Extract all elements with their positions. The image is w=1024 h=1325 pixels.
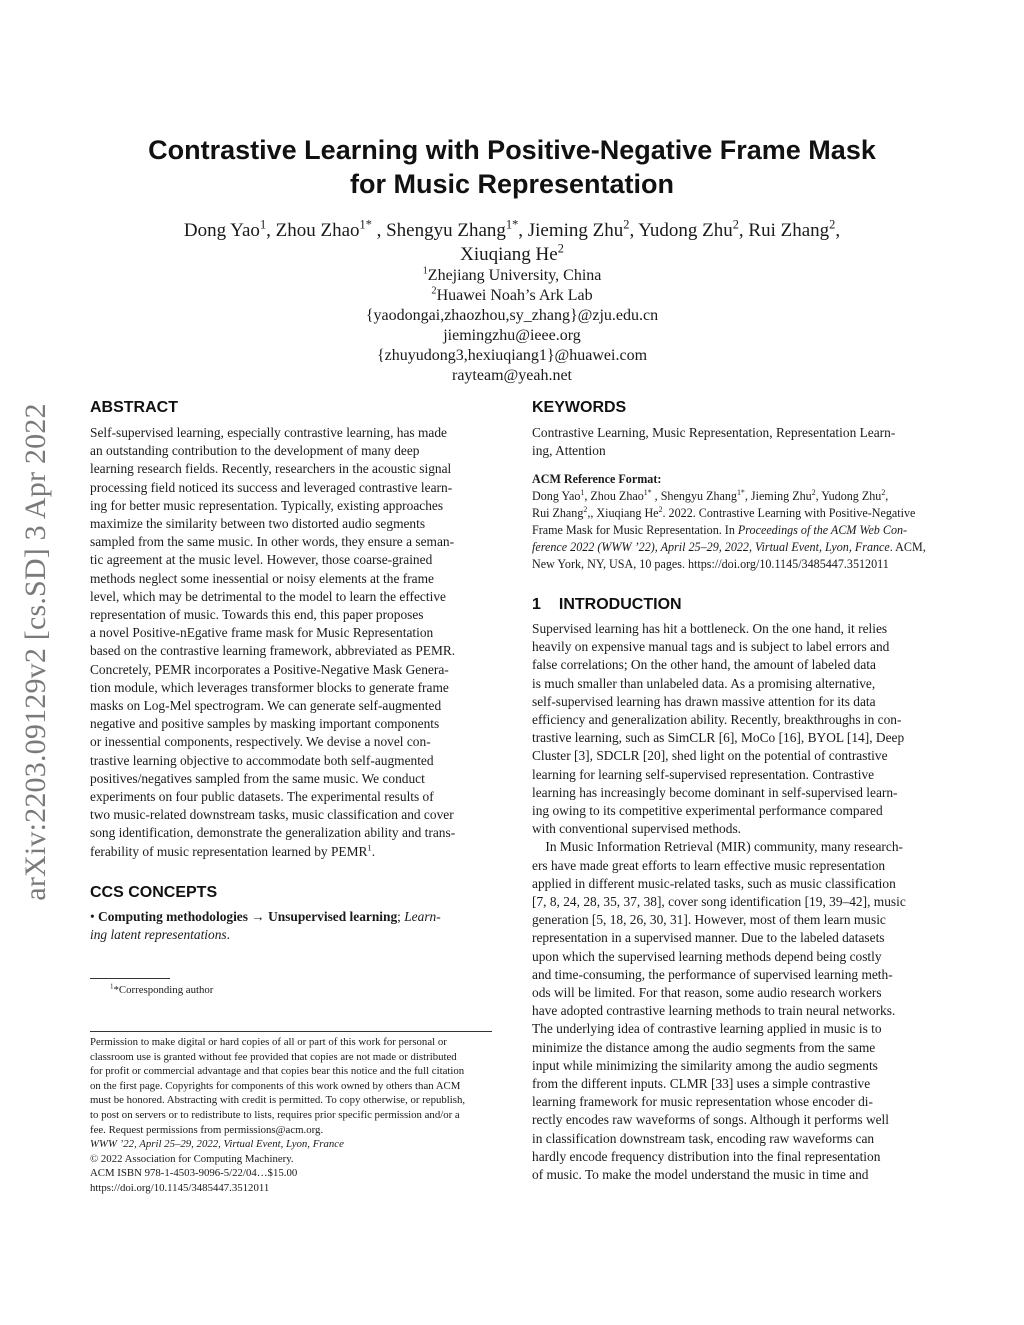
author-text: , xyxy=(835,220,841,241)
intro-line: of music. To make the model understand the music in time and xyxy=(532,1167,869,1183)
intro-line: rectly encodes raw waveforms of songs. Although it performs well xyxy=(532,1112,889,1128)
abstract-line: an outstanding contribution to the development of many deep xyxy=(90,443,420,459)
acm-ref-text: Frame Mask for Music Representation. In xyxy=(532,523,738,537)
abstract-line: song identification, demonstrate the generalization ability and trans- xyxy=(90,825,456,841)
intro-line: hardly encode frequency distribution into the final representation xyxy=(532,1148,881,1164)
isbn-line: ACM ISBN 978-1-4503-9096-5/22/04…$15.00 xyxy=(90,1167,298,1180)
email-2: jiemingzhu@ieee.org xyxy=(443,327,581,344)
acm-ref-sup: 2 xyxy=(658,504,663,514)
acm-ref-text: , Jieming Zhu xyxy=(744,489,812,503)
abstract-line: maximize the similarity between two distorted audio segments xyxy=(90,516,426,532)
acm-ref-text: , Zhou Zhao xyxy=(584,489,644,503)
intro-line: efficiency and generalization ability. Recently, breakthroughs in con- xyxy=(532,712,902,728)
footnote-rule xyxy=(90,978,170,979)
acm-ref-text: . 2022. Contrastive Learning with Positive-Negative xyxy=(662,506,916,520)
abstract-line: methods neglect some inessential or noisy elements at the frame xyxy=(90,570,434,586)
acm-ref-line-5: New York, NY, USA, 10 pages. https://doi.org/10.1145/3485447.3512011 xyxy=(532,557,889,571)
intro-line: false correlations; On the other hand, the amount of labeled data xyxy=(532,657,876,673)
intro-line: The underlying idea of contrastive learning applied in music is to xyxy=(532,1021,882,1037)
author-line-2 xyxy=(90,243,934,267)
intro-line: Supervised learning has hit a bottleneck. On the one hand, it relies xyxy=(532,621,888,636)
ccs-line-1 xyxy=(90,908,492,926)
permission-line: classroom use is granted without fee provided that copies are not made or distributed xyxy=(90,1050,457,1063)
acm-ref-venue: Proceedings of the ACM Web Con- xyxy=(737,523,908,537)
paper-title xyxy=(90,133,934,201)
acm-ref-line-4 xyxy=(532,539,934,556)
intro-line: trastive learning, such as SimCLR [6], MoCo [16], BYOL [14], Deep xyxy=(532,730,905,746)
acm-ref-sup: 1* xyxy=(736,487,745,497)
acm-ref-text: ,, Xiuqiang He xyxy=(587,506,659,520)
author-sup: 1* xyxy=(505,217,519,232)
acm-ref-heading: ACM Reference Format: xyxy=(532,472,662,486)
affiliation-2 xyxy=(90,286,934,306)
intro-line: applied in different music-related tasks, such as music classification xyxy=(532,875,896,891)
permission-line: for profit or commercial advantage and that copies bear this notice and the full citation xyxy=(90,1065,465,1078)
ccs-body xyxy=(90,908,492,944)
permission-line: to post on servers or to redistribute to lists, requires prior specific permission and/or a xyxy=(90,1108,460,1121)
abstract-line: Concretely, PEMR incorporates a Positive-Negative Mask Genera- xyxy=(90,661,449,677)
acm-ref-sup: 1* xyxy=(643,487,652,497)
abstract-line: Self-supervised learning, especially contrastive learning, has made xyxy=(90,425,447,440)
abstract-heading: ABSTRACT xyxy=(90,399,178,416)
keywords-heading: KEYWORDS xyxy=(532,399,627,416)
aff-text: Huawei Noah’s Ark Lab xyxy=(436,287,593,304)
acm-ref-venue: ference 2022 (WWW ’22), April 25–29, 2022, Virtual Event, Lyon, France xyxy=(532,540,890,554)
email-4: rayteam@yeah.net xyxy=(451,367,572,384)
copyright-line: © 2022 Association for Computing Machinery. xyxy=(90,1152,294,1165)
abstract-line: trastive learning objective to accommodate both self-augmented xyxy=(90,752,434,768)
section-number: 1 xyxy=(532,596,541,613)
footnote-ref: 1 xyxy=(367,842,372,853)
ccs-term: Unsupervised learning xyxy=(268,909,398,924)
intro-heading xyxy=(532,596,934,614)
intro-line: learning framework for music representation whose encoder di- xyxy=(532,1094,873,1110)
author-sup: 2 xyxy=(829,217,836,232)
author-text: Dong Yao xyxy=(183,220,260,241)
keywords-body xyxy=(532,424,934,460)
author-sup: 2 xyxy=(732,217,739,232)
author-list xyxy=(90,219,934,267)
abstract-line: tic agreement at the music level. However, those coarse-grained xyxy=(90,552,433,568)
acm-ref-body xyxy=(532,488,934,573)
intro-line: Cluster [3], SDCLR [20], shed light on the potential of contrastive xyxy=(532,748,888,764)
author-text: , Yudong Zhu xyxy=(629,220,733,241)
intro-line: ing owing to its competitive experimental performance compared xyxy=(532,803,883,819)
intro-line: in classification downstream task, encoding raw waveforms can xyxy=(532,1130,875,1146)
intro-line: is much smaller than unlabeled data. As a promising alternative, xyxy=(532,675,876,691)
affiliation-1 xyxy=(90,266,934,286)
intro-line: heavily on expensive manual tags and is subject to label errors and xyxy=(532,639,890,655)
intro-line: representation in a supervised manner. Due to the labeled datasets xyxy=(532,930,885,946)
author-sup: 2 xyxy=(557,241,564,256)
author-text: Xiuqiang He xyxy=(460,244,558,265)
abstract-line: learning research fields. Recently, researchers in the acoustic signal xyxy=(90,461,452,477)
acm-ref-sup: 2 xyxy=(583,504,588,514)
intro-body xyxy=(532,620,934,1184)
acm-ref-line-3 xyxy=(532,522,934,539)
intro-line: upon which the supervised learning methods depend being costly xyxy=(532,948,882,964)
intro-line: minimize the distance among the audio segments from the same xyxy=(532,1039,876,1055)
author-text: , Shengyu Zhang xyxy=(371,220,506,241)
abstract-body xyxy=(90,424,492,861)
abstract-line: processing field noticed its success and leveraged contrastive learn- xyxy=(90,479,453,495)
ccs-term: ing latent representations xyxy=(90,927,227,943)
author-sup: 1* xyxy=(359,217,372,232)
intro-line: ers have made great efforts to learn effective music representation xyxy=(532,857,886,873)
acm-ref-line-1 xyxy=(532,488,934,505)
acm-ref-text: , Shengyu Zhang xyxy=(651,489,737,503)
footnote-sup: 1 xyxy=(110,982,114,991)
permission-rule xyxy=(90,1031,492,1032)
keywords-line: Contrastive Learning, Music Representation, Representation Learn- xyxy=(532,425,896,440)
title-line-2: for Music Representation xyxy=(349,169,675,199)
acm-ref-text: , xyxy=(885,489,889,503)
intro-line: have adopted contrastive learning methods to train neural networks. xyxy=(532,1003,896,1019)
permission-line: must be honored. Abstracting with credit is permitted. To copy otherwise, or republish, xyxy=(90,1094,466,1107)
author-line-1 xyxy=(90,219,934,243)
email-3: {zhuyudong3,hexiuqiang1}@huawei.com xyxy=(376,347,648,364)
intro-line: In Music Information Retrieval (MIR) community, many research- xyxy=(532,839,903,855)
conference-info: WWW ’22, April 25–29, 2022, Virtual Event, Lyon, France xyxy=(90,1138,344,1151)
abstract-line: positives/negatives sampled from the same music. We conduct xyxy=(90,770,425,786)
abstract-line: ing for better music representation. Typically, existing approaches xyxy=(90,497,444,513)
ccs-sep: ; xyxy=(397,909,405,924)
intro-line: generation [5, 18, 26, 30, 31]. However, most of them learn music xyxy=(532,912,886,928)
permission-line: fee. Request permissions from permissions@acm.org. xyxy=(90,1123,324,1136)
abstract-line: based on the contrastive learning framework, abbreviated as PEMR. xyxy=(90,643,456,659)
ccs-term: Learn- xyxy=(404,909,441,924)
abstract-line: negative and positive samples by masking important components xyxy=(90,716,440,732)
abstract-line: experiments on four public datasets. The experimental results of xyxy=(90,789,434,805)
ccs-heading: CCS CONCEPTS xyxy=(90,884,218,901)
permission-line: Permission to make digital or hard copies of all or part of this work for personal or xyxy=(90,1036,447,1048)
abstract-line: level, which may be detrimental to the model to learn the effective xyxy=(90,588,446,604)
keywords-line: ing, Attention xyxy=(532,443,606,459)
acm-ref-sup: 1 xyxy=(580,487,585,497)
email-1: {yaodongai,zhaozhou,sy_zhang}@zju.edu.cn xyxy=(365,307,659,324)
abstract-line: a novel Positive-nEgative frame mask for Music Representation xyxy=(90,625,434,641)
arxiv-stamp: arXiv:2203.09129v2 [cs.SD] 3 Apr 2022 xyxy=(19,403,52,901)
author-text: , Rui Zhang xyxy=(738,220,830,241)
acm-ref-text: Rui Zhang xyxy=(532,506,584,520)
abstract-last-line xyxy=(90,843,492,861)
aff-text: Zhejiang University, China xyxy=(427,267,602,284)
acm-ref-sup: 2 xyxy=(811,487,816,497)
aff-sup: 1 xyxy=(422,265,428,277)
intro-line: with conventional supervised methods. xyxy=(532,821,742,837)
ccs-line-2 xyxy=(90,926,492,944)
ccs-term: Computing methodologies xyxy=(98,909,248,924)
acm-ref-text: Dong Yao xyxy=(532,489,581,503)
ccs-arrow: → xyxy=(247,909,269,924)
ccs-end: . xyxy=(226,927,230,943)
section-title: INTRODUCTION xyxy=(558,596,682,613)
abstract-line: sampled from the same music. In other words, they ensure a seman- xyxy=(90,534,455,550)
intro-line: and time-consuming, the performance of supervised learning meth- xyxy=(532,966,893,982)
intro-line: ods will be limited. For that reason, some audio research workers xyxy=(532,985,882,1001)
acm-ref-text: . ACM, xyxy=(889,540,926,554)
abstract-line: masks on Log-Mel spectrogram. We can generate self-augmented xyxy=(90,698,442,714)
author-text: , Zhou Zhao xyxy=(266,220,360,241)
ccs-bullet: • xyxy=(90,909,99,924)
abstract-text: . xyxy=(371,843,376,859)
abstract-text: ferability of music representation learned by PEMR xyxy=(90,843,368,859)
intro-line: from the different inputs. CLMR [33] uses a simple contrastive xyxy=(532,1076,871,1092)
permission-line: on the first page. Copyrights for components of this work owned by others than ACM xyxy=(90,1079,461,1092)
author-text: , Jieming Zhu xyxy=(518,220,624,241)
intro-line: [7, 8, 24, 28, 35, 37, 38], cover song identification [19, 39–42], music xyxy=(532,894,906,910)
doi-line: https://doi.org/10.1145/3485447.3512011 xyxy=(90,1181,270,1194)
intro-line: input while minimizing the similarity among the audio segments xyxy=(532,1057,878,1073)
acm-ref-sup: 2 xyxy=(881,487,886,497)
permission-block xyxy=(90,1035,492,1196)
author-sup: 2 xyxy=(623,217,630,232)
acm-ref-text: , Yudong Zhu xyxy=(815,489,882,503)
intro-line: learning has increasingly become dominant in self-supervised learn- xyxy=(532,784,898,800)
intro-line: learning for learning self-supervised representation. Contrastive xyxy=(532,766,875,782)
aff-sup: 2 xyxy=(431,285,437,297)
abstract-line: two music-related downstream tasks, music classification and cover xyxy=(90,807,454,823)
abstract-line: or inessential components, respectively. We devise a novel con- xyxy=(90,734,431,750)
footnote xyxy=(110,983,512,998)
abstract-line: representation of music. Towards this end, this paper proposes xyxy=(90,607,424,623)
intro-line: self-supervised learning has drawn massive attention for its data xyxy=(532,693,876,709)
footnote-line xyxy=(110,983,512,998)
author-sup: 1 xyxy=(259,217,267,232)
acm-ref-line-2 xyxy=(532,505,934,522)
abstract-line: tion module, which leverages transformer blocks to generate frame xyxy=(90,679,449,695)
footnote-text: *Corresponding author xyxy=(113,984,214,996)
title-line-1: Contrastive Learning with Positive-Negative Frame Mask xyxy=(148,135,876,165)
